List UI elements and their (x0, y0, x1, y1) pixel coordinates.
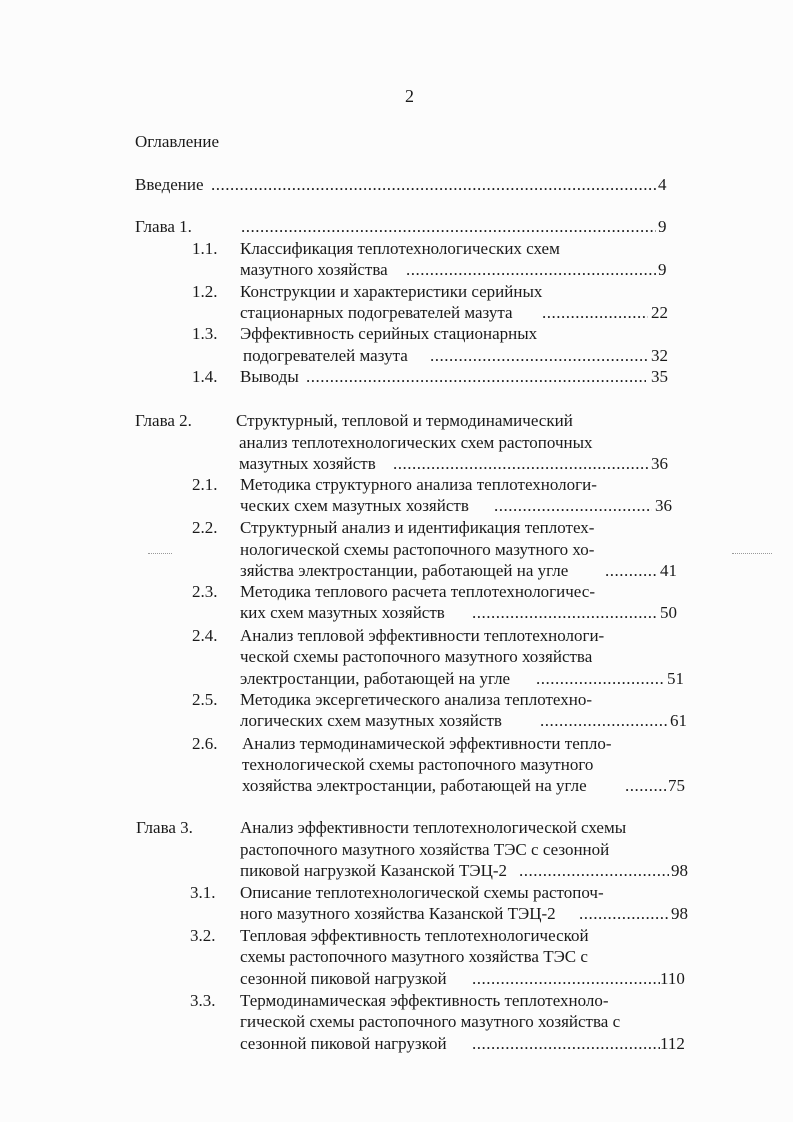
section-number: 1.2. (192, 282, 218, 301)
section-number: 2.2. (192, 518, 218, 537)
section-title-line: ческой схемы растопочного мазутного хозяйства (240, 647, 593, 666)
section-title-line: Методика теплового расчета теплотехнологичес- (240, 582, 595, 601)
section-title-line: Структурный анализ и идентификация теплотех- (240, 518, 595, 537)
section-title-line: мазутного хозяйства (240, 260, 388, 279)
section-title-line: Методика эксергетического анализа теплотехно- (240, 690, 592, 709)
section-title-line: Анализ тепловой эффективности теплотехнологи- (240, 626, 605, 645)
section-page: 32 (651, 346, 668, 365)
chapter-page: 9 (658, 217, 667, 236)
leader-dots (542, 302, 648, 323)
leader-dots (393, 453, 648, 474)
section-title-line: Методика структурного анализа теплотехнологи- (240, 475, 597, 494)
section-title-line: логических схем мазутных хозяйств (240, 711, 502, 730)
chapter-title-line: мазутных хозяйств (239, 454, 376, 473)
section-number: 3.2. (190, 926, 216, 945)
leader-dots (605, 560, 657, 581)
section-page: 98 (671, 904, 688, 923)
leader-dots (241, 216, 656, 237)
leader-dots (579, 903, 669, 924)
section-title-line: ного мазутного хозяйства Казанской ТЭЦ-2 (240, 904, 556, 923)
leader-dots (472, 602, 658, 623)
chapter-title-line: Анализ эффективности теплотехнологической схемы (240, 818, 627, 837)
section-number: 3.1. (190, 883, 216, 902)
section-title-line: ких схем мазутных хозяйств (240, 603, 445, 622)
section-number: 2.5. (192, 690, 218, 709)
leader-dots (472, 968, 660, 989)
section-title-line: Тепловая эффективность теплотехнологической (240, 926, 589, 945)
section-number: 2.1. (192, 475, 218, 494)
scan-mark (732, 553, 772, 554)
section-page: 22 (651, 303, 668, 322)
chapter-title-line: Структурный, тепловой и термодинамический (236, 411, 573, 430)
section-number: 1.3. (192, 324, 218, 343)
section-title-line: подогревателей мазута (243, 346, 408, 365)
scan-mark (148, 553, 172, 554)
section-page: 41 (660, 561, 677, 580)
chapter-title-line: пиковой нагрузкой Казанской ТЭЦ-2 (240, 861, 508, 880)
toc-title: Оглавление (135, 132, 219, 151)
chapter-title-line: анализ теплотехнологических схем растопочных (239, 433, 593, 452)
leader-dots (406, 259, 656, 280)
section-page: 110 (660, 969, 685, 988)
leader-dots (625, 775, 666, 796)
chapter-page: 36 (651, 454, 668, 473)
chapter-label: Глава 2. (135, 411, 192, 430)
section-number: 3.3. (190, 991, 216, 1010)
section-number: 2.6. (192, 734, 218, 753)
section-title-line: электростанции, работающей на угле (240, 669, 511, 688)
section-page: 9 (658, 260, 667, 279)
section-number: 1.4. (192, 367, 218, 386)
section-title-line: ческих схем мазутных хозяйств (240, 496, 469, 515)
leader-dots (540, 710, 668, 731)
leader-dots (306, 366, 646, 387)
section-title-line: схемы растопочного мазутного хозяйства ТЭС с (240, 947, 588, 966)
section-title-line: нологической схемы растопочного мазутного хо- (240, 540, 595, 559)
page-number: 2 (405, 86, 414, 106)
toc-intro-label: Введение (135, 175, 204, 194)
section-page: 35 (651, 367, 668, 386)
section-title-line: хозяйства электростанции, работающей на угле (242, 776, 587, 795)
section-title-line: Классификация теплотехнологических схем (240, 239, 560, 258)
section-page: 112 (660, 1034, 685, 1053)
section-title-line: Описание теплотехнологической схемы растопоч- (240, 883, 604, 902)
leader-dots (211, 174, 656, 195)
leader-dots (536, 668, 664, 689)
chapter-label: Глава 1. (135, 217, 192, 236)
chapter-label: Глава 3. (136, 818, 193, 837)
toc-intro-page: 4 (658, 175, 667, 194)
section-title-line: Конструкции и характеристики серийных (240, 282, 543, 301)
section-title-line: Термодинамическая эффективность теплотехноло- (240, 991, 609, 1010)
section-page: 36 (655, 496, 672, 515)
section-page: 50 (660, 603, 677, 622)
section-title-line: Анализ термодинамической эффективности тепло- (242, 734, 612, 753)
section-title-line: зяйства электростанции, работающей на угле (240, 561, 569, 580)
section-page: 75 (668, 776, 685, 795)
section-title-line: сезонной пиковой нагрузкой (240, 1034, 447, 1053)
section-title-line: гической схемы растопочного мазутного хозяйства с (240, 1012, 621, 1031)
section-title-line: Эффективность серийных стационарных (240, 324, 538, 343)
section-number: 2.3. (192, 582, 218, 601)
leader-dots (472, 1033, 660, 1054)
section-title-line: сезонной пиковой нагрузкой (240, 969, 447, 988)
leader-dots (430, 345, 648, 366)
section-title-line: Выводы (240, 367, 299, 386)
chapter-title-line: растопочного мазутного хозяйства ТЭС с сезонной (240, 840, 610, 859)
chapter-page: 98 (671, 861, 688, 880)
section-title-line: технологической схемы растопочного мазутного (242, 755, 594, 774)
section-page: 51 (667, 669, 684, 688)
section-number: 2.4. (192, 626, 218, 645)
section-page: 61 (670, 711, 687, 730)
section-number: 1.1. (192, 239, 218, 258)
section-title-line: стационарных подогревателей мазута (240, 303, 513, 322)
leader-dots (519, 860, 669, 881)
leader-dots (494, 495, 652, 516)
